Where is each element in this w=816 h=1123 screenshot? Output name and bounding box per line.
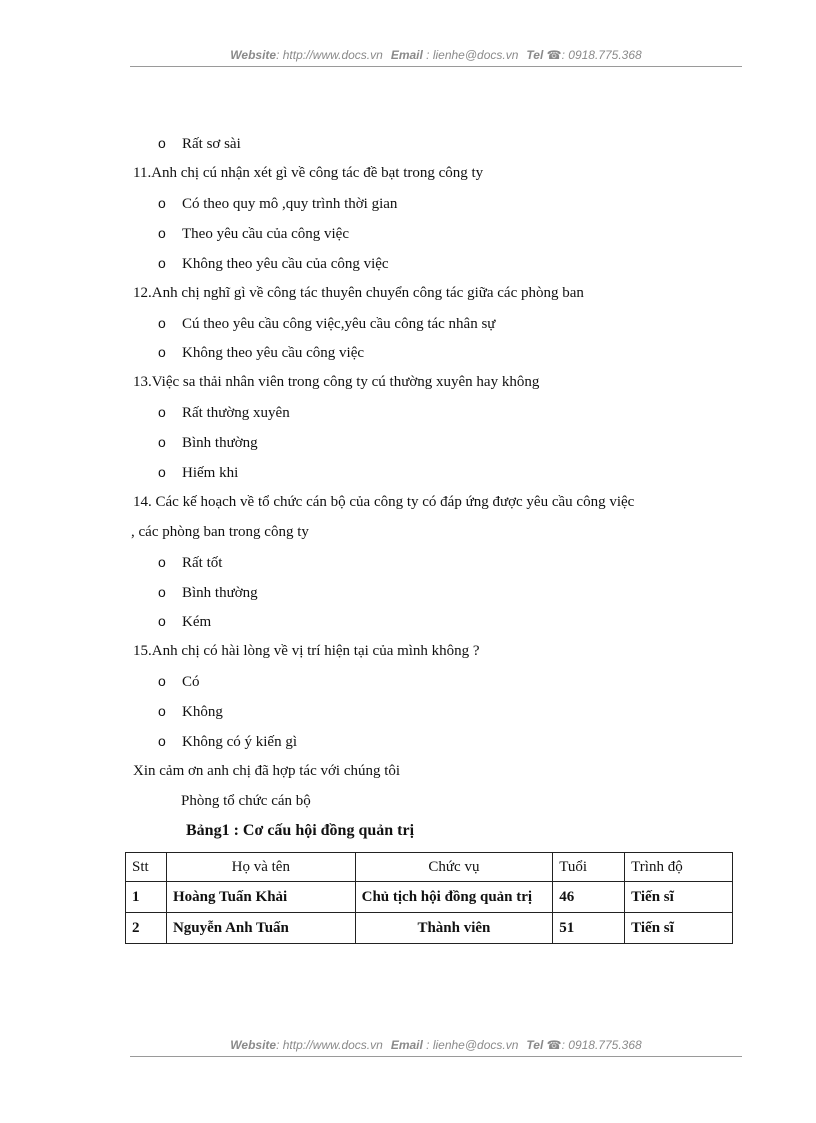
cell-stt: 2 [126, 913, 167, 944]
cell-name: Hoàng Tuấn Khải [166, 882, 355, 913]
col-header-age: Tuổi [553, 853, 625, 882]
list-item: o Không theo yêu cầu của công việc [158, 255, 389, 272]
website-url[interactable]: : http://www.docs.vn [276, 48, 383, 62]
cell-role: Thành viên [355, 913, 553, 944]
table-row [126, 882, 733, 913]
email-value[interactable]: : lienhe@docs.vn [422, 1038, 519, 1052]
website-url[interactable]: : http://www.docs.vn [276, 1038, 383, 1052]
tel-label: Tel [526, 48, 544, 62]
list-item: o Bình thường [158, 434, 258, 451]
list-item: o Không [158, 703, 223, 720]
col-header-name: Họ và tên [166, 853, 355, 882]
question-15: 15.Anh chị có hài lòng về vị trí hiện tại của mình không ? [133, 643, 480, 659]
cell-age: 51 [553, 913, 625, 944]
bullet-marker: o [158, 464, 166, 480]
list-item: o Có theo quy mô ,quy trình thời gian [158, 195, 398, 212]
phone-icon: ☎ [546, 1038, 562, 1052]
email-label: Email [390, 48, 423, 62]
question-11: 11.Anh chị cú nhận xét gì về công tác đề bạt trong công ty [133, 165, 484, 181]
cell-stt: 1 [126, 882, 167, 913]
department-signature: Phòng tổ chức cán bộ [181, 793, 311, 809]
list-item: o Không có ý kiến gì [158, 733, 297, 750]
bullet-marker: o [158, 315, 166, 331]
website-label: Website [230, 1038, 277, 1052]
bullet-marker: o [158, 434, 166, 450]
tel-value: : 0918.775.368 [561, 48, 642, 62]
list-item: o Có [158, 673, 200, 690]
list-item: o Rất sơ sài [158, 135, 241, 152]
list-item: o Cú theo yêu cầu công việc,yêu cầu công tác nhân sự [158, 315, 496, 332]
tel-value: : 0918.775.368 [561, 1038, 642, 1052]
page-footer [130, 1038, 742, 1057]
bullet-marker: o [158, 225, 166, 241]
bullet-marker: o [158, 673, 166, 689]
col-header-stt: Stt [126, 853, 167, 882]
page-header [130, 48, 742, 67]
table-title: Bảng1 : Cơ cấu hội đồng quản trị [186, 822, 415, 839]
website-label: Website [230, 48, 277, 62]
bullet-marker: o [158, 613, 166, 629]
cell-name: Nguyễn Anh Tuấn [166, 913, 355, 944]
list-item: o Theo yêu cầu của công việc [158, 225, 349, 242]
bullet-marker: o [158, 404, 166, 420]
table-header-row [126, 853, 733, 882]
list-item: o Rất tốt [158, 554, 223, 571]
tel-label: Tel [526, 1038, 544, 1052]
bullet-marker: o [158, 703, 166, 719]
bullet-marker: o [158, 255, 166, 271]
table-row [126, 913, 733, 944]
cell-age: 46 [553, 882, 625, 913]
cell-degree: Tiến sĩ [625, 913, 733, 944]
question-13: 13.Việc sa thải nhân viên trong công ty cú thường xuyên hay không [133, 374, 540, 390]
list-item: o Bình thường [158, 584, 258, 601]
thanks-text: Xin cảm ơn anh chị đã hợp tác với chúng tôi [133, 763, 401, 779]
list-item: o Kém [158, 613, 212, 630]
list-item: o Không theo yêu cầu công việc [158, 344, 365, 361]
email-label: Email [390, 1038, 423, 1052]
bullet-marker: o [158, 554, 166, 570]
question-14-continued: , các phòng ban trong công ty [131, 524, 309, 540]
list-item: o Rất thường xuyên [158, 404, 290, 421]
col-header-role: Chức vụ [355, 853, 553, 882]
bullet-marker: o [158, 733, 166, 749]
phone-icon: ☎ [546, 48, 562, 62]
bullet-marker: o [158, 344, 166, 360]
email-value[interactable]: : lienhe@docs.vn [422, 48, 519, 62]
bullet-marker: o [158, 195, 166, 211]
cell-role: Chủ tịch hội đồng quản trị [355, 882, 553, 913]
bullet-marker: o [158, 135, 166, 151]
bullet-marker: o [158, 584, 166, 600]
question-14: 14. Các kế hoạch về tổ chức cán bộ của công ty có đáp ứng được yêu cầu công việc [133, 494, 635, 510]
cell-degree: Tiến sĩ [625, 882, 733, 913]
col-header-degree: Trình độ [625, 853, 733, 882]
board-structure-table [125, 852, 733, 944]
list-item: o Hiếm khi [158, 464, 239, 481]
question-12: 12.Anh chị nghĩ gì về công tác thuyên chuyển công tác giữa các phòng ban [133, 285, 584, 301]
